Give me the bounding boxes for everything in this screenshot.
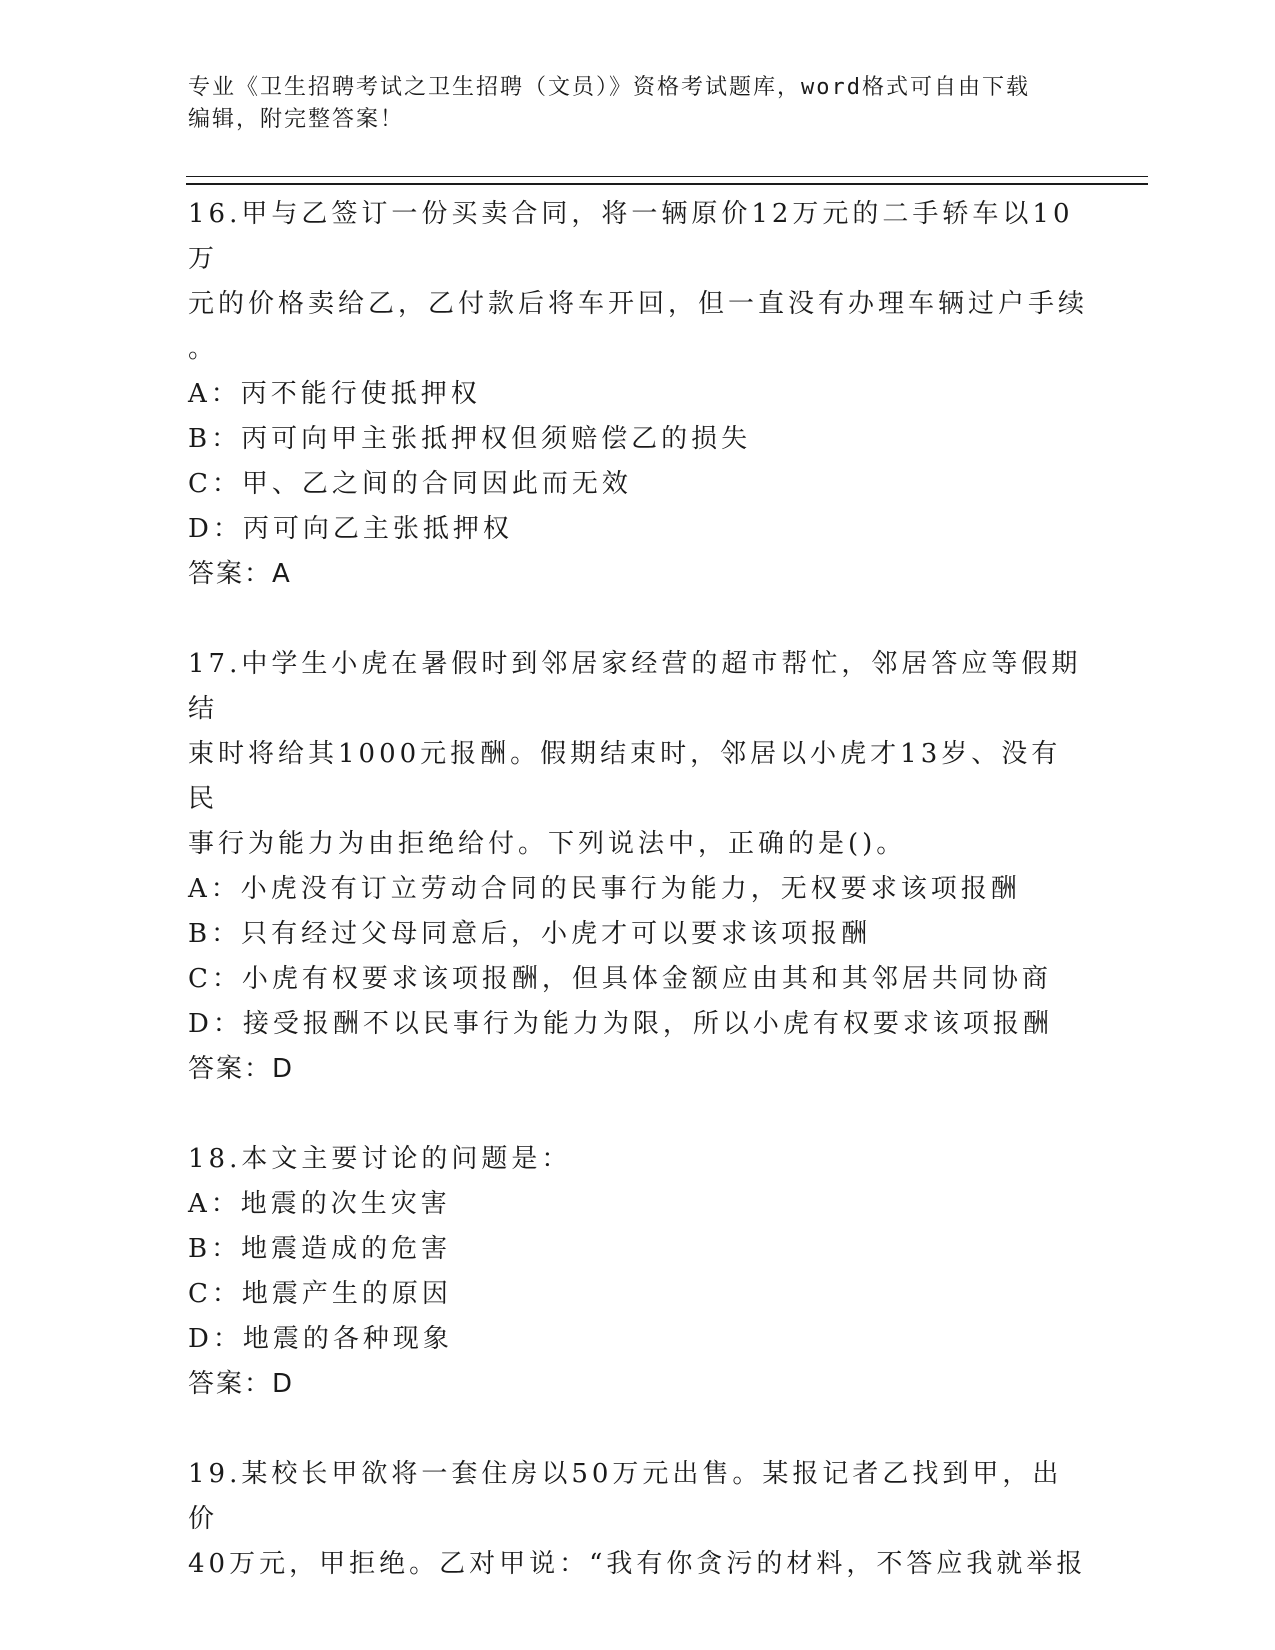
answer-line: 答案：D (188, 1369, 295, 1399)
question-stem-line: 元的价格卖给乙，乙付款后将车开回，但一直没有办理车辆过户手续 (188, 289, 1089, 319)
option-a: A：小虎没有订立劳动合同的民事行为能力，无权要求该项报酬 (188, 874, 1021, 904)
header-line-2: 编辑，附完整答案！ (188, 107, 405, 132)
option-d: D：丙可向乙主张抵押权 (188, 514, 513, 544)
question-17 (188, 642, 1088, 1092)
question-stem-line: 18.本文主要讨论的问题是： (188, 1144, 572, 1174)
option-b: B：地震造成的危害 (188, 1234, 452, 1264)
question-stem-line: 16.甲与乙签订一份买卖合同，将一辆原价12万元的二手轿车以10万 (188, 199, 1074, 274)
answer-line: 答案：A (188, 559, 292, 589)
question-stem-line: 19.某校长甲欲将一套住房以50万元出售。某报记者乙找到甲，出价 (188, 1459, 1063, 1534)
question-16 (188, 192, 1088, 597)
question-stem-line: 40万元，甲拒绝。乙对甲说：“我有你贪污的材料，不答应我就举报 (188, 1549, 1087, 1579)
option-d: D：地震的各种现象 (188, 1324, 453, 1354)
question-stem-line: 。 (188, 334, 219, 364)
option-c: C：地震产生的原因 (188, 1279, 452, 1309)
option-d: D：接受报酬不以民事行为能力为限，所以小虎有权要求该项报酬 (188, 1009, 1053, 1039)
option-a: A：丙不能行使抵押权 (188, 379, 481, 409)
option-b: B：丙可向甲主张抵押权但须赔偿乙的损失 (188, 424, 752, 454)
question-stem-line: 束时将给其1000元报酬。假期结束时，邻居以小虎才13岁、没有民 (188, 739, 1062, 814)
question-19 (188, 1452, 1088, 1587)
question-stem-line: 17.中学生小虎在暑假时到邻居家经营的超市帮忙，邻居答应等假期结 (188, 649, 1082, 724)
header-line-1: 专业《卫生招聘考试之卫生招聘（文员）》资格考试题库，word格式可自由下载 (188, 75, 1030, 100)
option-a: A：地震的次生灾害 (188, 1189, 451, 1219)
option-b: B：只有经过父母同意后，小虎才可以要求该项报酬 (188, 919, 872, 949)
document-header (188, 72, 1068, 136)
question-18 (188, 1137, 1088, 1407)
option-c: C：小虎有权要求该项报酬，但具体金额应由其和其邻居共同协商 (188, 964, 1052, 994)
question-stem-line: 事行为能力为由拒绝给付。下列说法中，正确的是()。 (188, 829, 907, 859)
answer-line: 答案：D (188, 1054, 295, 1084)
header-divider (186, 176, 1148, 185)
option-c: C：甲、乙之间的合同因此而无效 (188, 469, 632, 499)
question-list (188, 192, 1088, 1632)
